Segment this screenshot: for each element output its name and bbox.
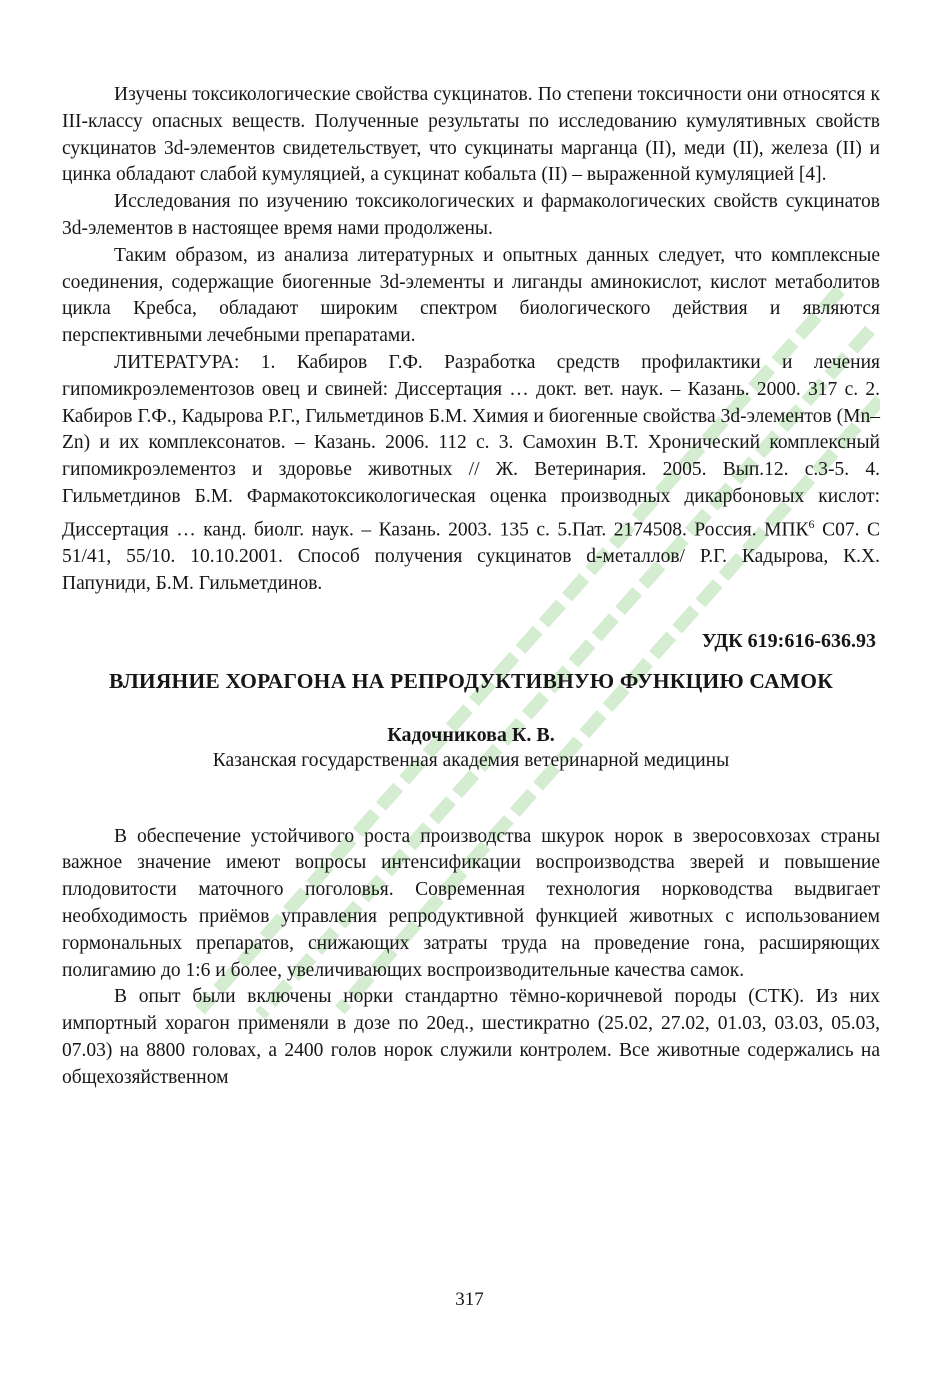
page-number: 317 [455,1289,484,1310]
references-superscript: 6 [808,516,815,531]
udk-code: УДК 619:616-636.93 [701,629,876,652]
paragraph-toxicology: Изучены токсикологические свойства сукцинатов. По степени токсичности они относятся к III-классу опасных веществ. Полученные результаты по исследованию кумулятивных свойств сукцинатов 3d-элементов свидетельствует, что сукцинаты марганца (II), меди (II), железа (II) и цинка обладают слабой кумуляцией, а сукцинат кобальта (II) – выраженной кумуляцией [4]. [62,84,880,186]
references-paragraph [62,350,880,598]
paragraph-research-continued: Исследования по изучению токсикологических и фармакологических свойств сукцинатов 3d-элементов в настоящее время нами продолжены. [62,191,880,239]
paragraph-introduction: В обеспечение устойчивого роста производства шкурок норок в зверосовхозах страны важное значение имеют вопросы интенсификации воспроизводства зверей и повышение плодовитости маточного поголовья. Современная технология норководства выдвигает необходимость приёмов управления репродуктивной функцией животных с использованием гормональных препаратов, снижающих затраты труда на проведение гона, расширяющих полигамию до 1:6 и более, увеличивающих воспроизводительные качества самок. [62,825,880,981]
article-ending [62,82,880,598]
references-text-part2: С07. С 51/41, 55/10. 10.10.2001. Способ получения сукцинатов d-металлов/ Р.Г. Кадырова, К.Х. Папуниди, Б.М. Гильметдинов. [62,519,881,594]
references-text-part1: ЛИТЕРАТУРА: 1. Кабиров Г.Ф. Разработка средств профилактики и лечения гипомикроэлементозов овец и свиней: Диссертация … докт. вет. наук. – Казань. 2000. 317 с. 2. Кабиров Г.Ф., Кадырова Р.Г., Гильметдинов Б.М. Химия и биогенные свойства 3d-элементов (Mn–Zn) и их комплексонатов. – Казань. 2006. 112 с. 3. Самохин В.Т. Хронический комплексный гипомикроэлементоз и здоровье животных // Ж. Ветеринария. 2005. Вып.12. с.3-5. 4. Гильметдинов Б.М. Фармакотоксикологическая оценка производных дикарбоновых кислот: Диссертация … канд. биолг. наук. – Казань. 2003. 135 с. 5.Пат. 2174508. Россия. МПК [62,351,880,541]
article-body [62,824,880,1092]
author-affiliation: Казанская государственная академия ветеринарной медицины [212,749,730,771]
article-author: Кадочникова К. В. [387,723,555,746]
paragraph-experiment: В опыт были включены норки стандартно тёмно-коричневой породы (СТК). Из них импортный хорагон применяли в дозе по 20ед., шестикратно (25.02, 27.02, 01.03, 03.03, 05.03, 07.03) на 8800 головах, а 2400 голов норок служили контролем. Все животные содержались на общехозяйственном [62,986,880,1088]
article-title: ВЛИЯНИЕ ХОРАГОНА НА РЕПРОДУКТИВНУЮ ФУНКЦИЮ САМОК [108,668,834,693]
main-content [62,82,880,1092]
paragraph-conclusion: Таким образом, из анализа литературных и опытных данных следует, что комплексные соединения, содержащие биогенные 3d-элементы и лиганды аминокислот, кислот метаболитов цикла Кребса, обладают широким спектром биологического действия и являются перспективными лечебными препаратами. [62,244,880,347]
